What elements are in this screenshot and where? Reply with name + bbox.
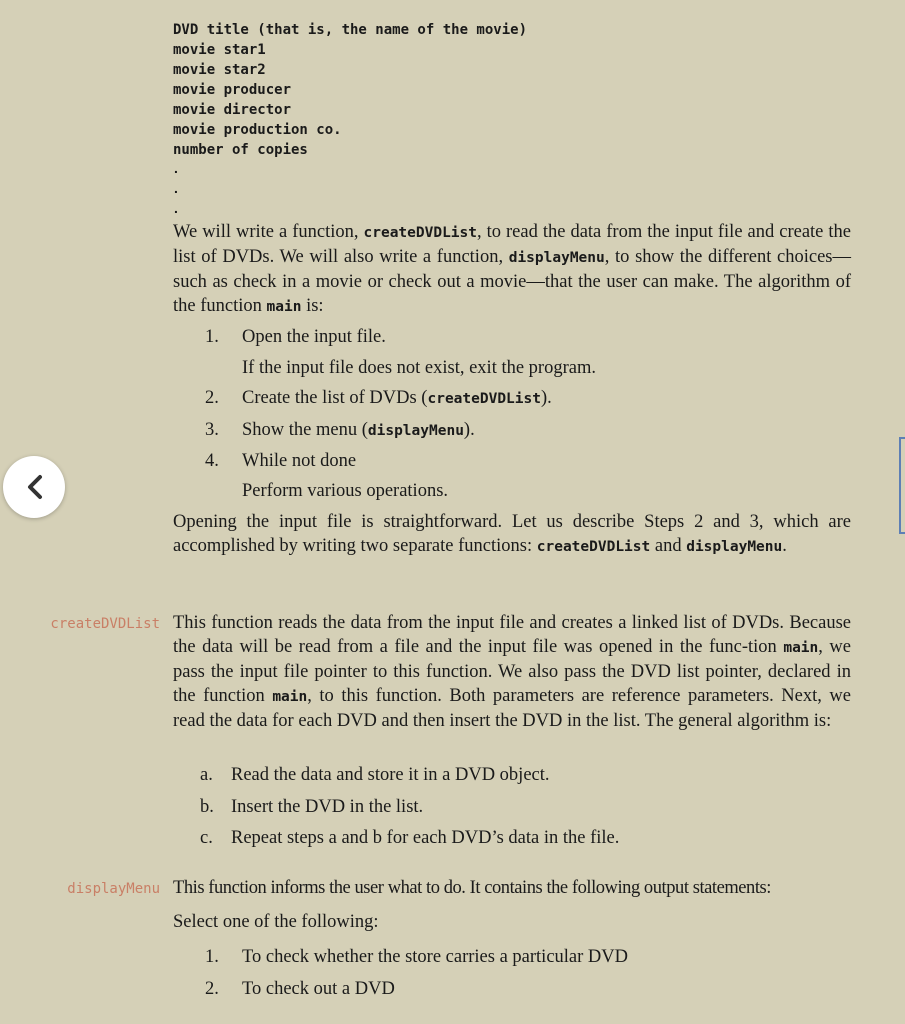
step-number: 1. (205, 327, 219, 347)
code-line: number of copies (173, 142, 308, 158)
option-text: To check out a DVD (242, 979, 395, 999)
createdvdlist-paragraph: This function reads the data from the input file and creates a linked list of DVDs. Because the data will be read from a file and the input file was opened in the func-tion main, we pass the input file pointer to this function. We also pass the DVD list pointer, declared in the function main, to this function. Both parameters are reference parameters. Next, we read the data for each DVD and then insert the DVD in the list. The general algorithm is: (173, 613, 851, 731)
step-text: Open the input file. (242, 327, 386, 347)
displaymenu-paragraph: This function informs the user what to do. It contains the following output statements: (173, 878, 771, 898)
next-page-edge[interactable] (899, 437, 905, 534)
code-line: movie star2 (173, 62, 266, 78)
margin-label-displaymenu: displayMenu (67, 881, 160, 897)
step-subtext: Perform various operations. (242, 481, 449, 501)
inline-code: displayMenu (508, 250, 605, 266)
code-line: movie director (173, 102, 292, 118)
step-letter: b. (200, 797, 214, 817)
previous-page-button[interactable] (3, 456, 65, 518)
step-text: Show the menu (displayMenu). (242, 420, 475, 440)
step-number: 2. (205, 388, 219, 408)
ellipsis-dot: . (174, 200, 178, 216)
option-number: 1. (205, 947, 219, 967)
option-text: To check whether the store carries a particular DVD (242, 947, 628, 967)
step-text: Repeat steps a and b for each DVD’s data in the file. (231, 828, 620, 848)
step-number: 4. (205, 451, 219, 471)
margin-label-createdvdlist: createDVDList (50, 616, 160, 632)
step-text: While not done (242, 451, 357, 471)
step-number: 3. (205, 420, 219, 440)
step-subtext: If the input file does not exist, exit the program. (242, 358, 596, 378)
inline-code: main (266, 299, 302, 315)
step-letter: c. (200, 828, 213, 848)
chevron-left-icon (23, 474, 47, 500)
intro-paragraph: We will write a function, createDVDList, to read the data from the input file and create the list of DVDs. We will also write a function, displayMenu, to show the different choices—such as check in a movie or check out a movie—that the user can make. The algorithm of the function main is: (173, 222, 851, 316)
ellipsis-dot: . (174, 160, 178, 176)
option-number: 2. (205, 979, 219, 999)
code-line: movie production co. (173, 122, 342, 138)
step-letter: a. (200, 765, 213, 785)
step-text: Read the data and store it in a DVD object. (231, 765, 550, 785)
inline-code: createDVDList (363, 225, 477, 241)
step-text: Create the list of DVDs (createDVDList). (242, 388, 552, 408)
code-line: movie star1 (173, 42, 266, 58)
ellipsis-dot: . (174, 180, 178, 196)
select-prompt: Select one of the following: (173, 912, 379, 932)
code-line: DVD title (that is, the name of the movie) (173, 22, 528, 38)
opening-paragraph: Opening the input file is straightforward. Let us describe Steps 2 and 3, which are accomplished by writing two separate functions: createDVDList and displayMenu. (173, 512, 851, 556)
code-line: movie producer (173, 82, 292, 98)
step-text: Insert the DVD in the list. (231, 797, 424, 817)
